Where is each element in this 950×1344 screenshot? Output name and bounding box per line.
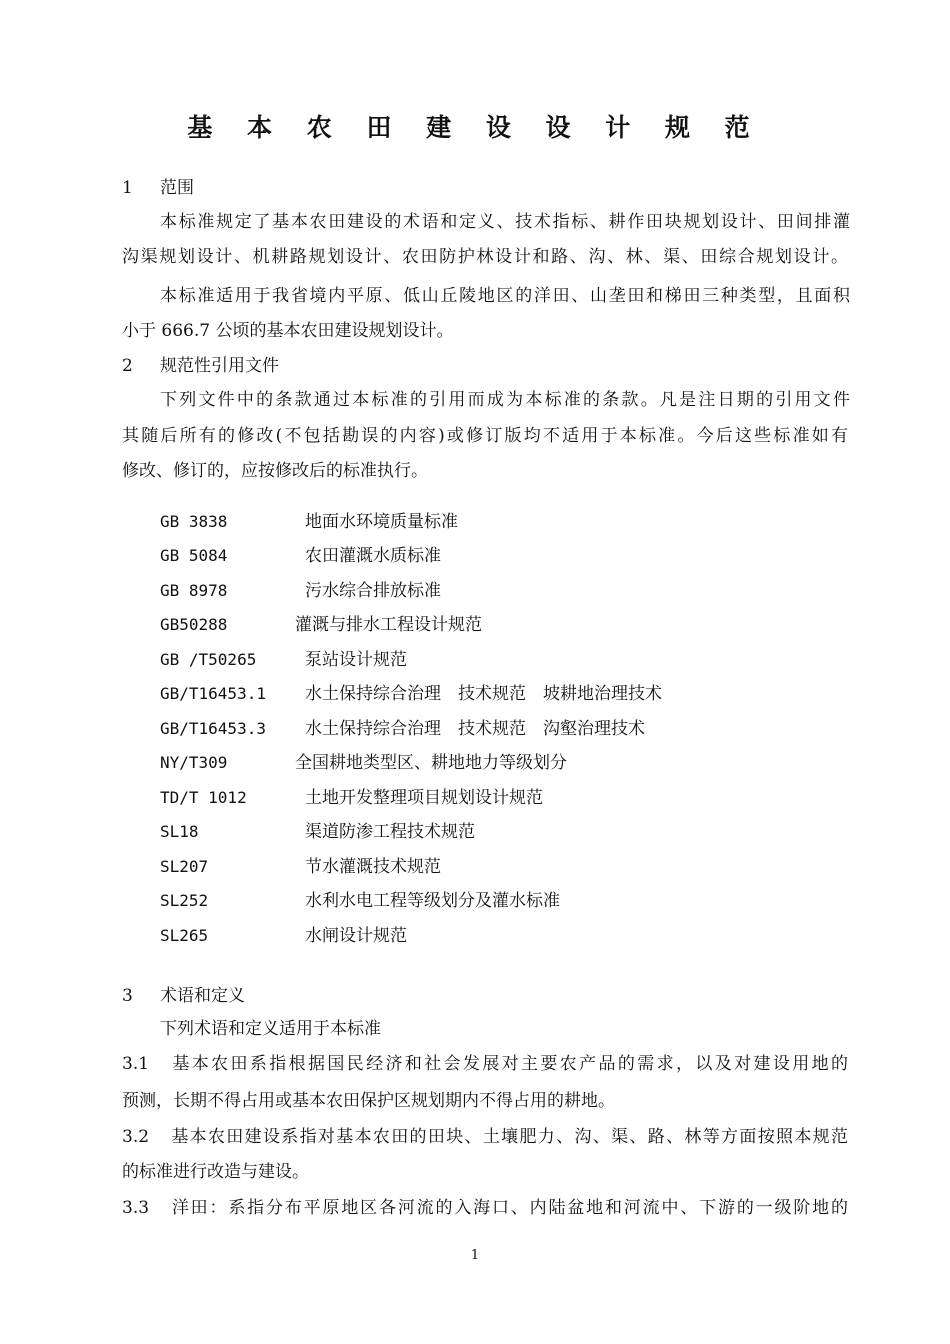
reference-code: SL252	[160, 891, 209, 910]
reference-title: 地面水环境质量标准	[305, 512, 458, 532]
reference-title: 泵站设计规范	[305, 650, 407, 670]
reference-code: SL207	[160, 857, 209, 876]
reference-code: GB50288	[160, 615, 228, 634]
paragraph-line: 的标准进行改造与建设。	[122, 1162, 309, 1182]
reference-title: 土地开发整理项目规划设计规范	[305, 788, 543, 808]
reference-row	[160, 717, 645, 741]
clause-number: 3.2	[122, 1127, 150, 1147]
reference-row	[160, 889, 560, 913]
reference-title: 污水综合排放标准	[305, 581, 441, 601]
reference-code: GB /T50265	[160, 650, 257, 669]
reference-code: SL18	[160, 822, 199, 841]
reference-title: 渠道防渗工程技术规范	[305, 822, 475, 842]
clause-text: 洋田：系指分布平原地区各河流的入海口、内陆盆地和河流中、下游的一级阶地的	[170, 1198, 848, 1218]
clause-number: 3.3	[122, 1198, 150, 1218]
section-1-heading	[122, 176, 848, 200]
reference-code: GB/T16453.1	[160, 684, 266, 703]
clause-3-1-line	[122, 1052, 848, 1076]
reference-row	[160, 682, 662, 706]
reference-title: 灌溉与排水工程设计规范	[295, 615, 482, 635]
reference-code: NY/T309	[160, 753, 228, 772]
clause-3-2-line	[122, 1125, 848, 1149]
paragraph-line: 修改、修订的，应按修改后的标准执行。	[122, 461, 428, 481]
reference-title: 农田灌溉水质标准	[305, 546, 441, 566]
reference-title: 水利水电工程等级划分及灌水标准	[305, 891, 560, 911]
section-number: 2	[122, 356, 133, 376]
reference-code: SL265	[160, 926, 209, 945]
reference-code: GB 8978	[160, 581, 228, 600]
section-2-heading	[122, 354, 848, 378]
reference-title: 全国耕地类型区、耕地地力等级划分	[295, 753, 567, 773]
reference-row	[160, 544, 441, 568]
reference-row	[160, 786, 543, 810]
clause-number: 3.1	[122, 1054, 150, 1074]
reference-title: 节水灌溉技术规范	[305, 857, 441, 877]
clause-3-3-line	[122, 1196, 848, 1220]
paragraph-line: 预测，长期不得占用或基本农田保护区规划期内不得占用的耕地。	[122, 1091, 615, 1111]
section-title: 范围	[160, 178, 194, 198]
paragraph-line: 下列术语和定义适用于本标准	[160, 1019, 381, 1039]
paragraph-line: 下列文件中的条款通过本标准的引用而成为本标准的条款。凡是注日期的引用文件	[160, 390, 850, 410]
reference-row	[160, 648, 407, 672]
reference-row	[160, 820, 475, 844]
document-title: 基 本 农 田 建 设 设 计 规 范	[187, 113, 763, 142]
reference-code: GB 3838	[160, 512, 228, 531]
reference-title: 水土保持综合治理 技术规范 坡耕地治理技术	[305, 684, 662, 704]
reference-row	[160, 510, 458, 534]
section-3-heading	[122, 984, 848, 1008]
reference-row	[160, 579, 441, 603]
paragraph-line: 本标准适用于我省境内平原、低山丘陵地区的洋田、山垄田和梯田三种类型，且面积	[160, 286, 850, 306]
section-title: 规范性引用文件	[160, 356, 279, 376]
reference-row	[160, 855, 441, 879]
reference-row	[160, 924, 407, 948]
paragraph-line: 本标准规定了基本农田建设的术语和定义、技术指标、耕作田块规划设计、田间排灌	[160, 212, 850, 232]
page-number: 1	[470, 1248, 480, 1263]
reference-row	[160, 613, 482, 637]
reference-code: TD/T 1012	[160, 788, 247, 807]
reference-title: 水闸设计规范	[305, 926, 407, 946]
reference-code: GB 5084	[160, 546, 228, 565]
section-number: 3	[122, 986, 133, 1006]
section-title: 术语和定义	[160, 986, 245, 1006]
section-number: 1	[122, 178, 133, 198]
reference-title: 水土保持综合治理 技术规范 沟壑治理技术	[305, 719, 645, 739]
clause-text: 基本农田建设系指对基本农田的田块、土壤肥力、沟、渠、路、林等方面按照本规范	[170, 1127, 848, 1147]
reference-row	[160, 751, 567, 775]
paragraph-line: 小于 666.7 公顷的基本农田建设规划设计。	[122, 321, 454, 341]
reference-code: GB/T16453.3	[160, 719, 266, 738]
clause-text: 基本农田系指根据国民经济和社会发展对主要农产品的需求，以及对建设用地的	[170, 1054, 848, 1074]
paragraph-line: 其随后所有的修改(不包括勘误的内容)或修订版均不适用于本标准。今后这些标准如有	[122, 426, 848, 446]
paragraph-line: 沟渠规划设计、机耕路规划设计、农田防护林设计和路、沟、林、渠、田综合规划设计。	[122, 247, 848, 267]
